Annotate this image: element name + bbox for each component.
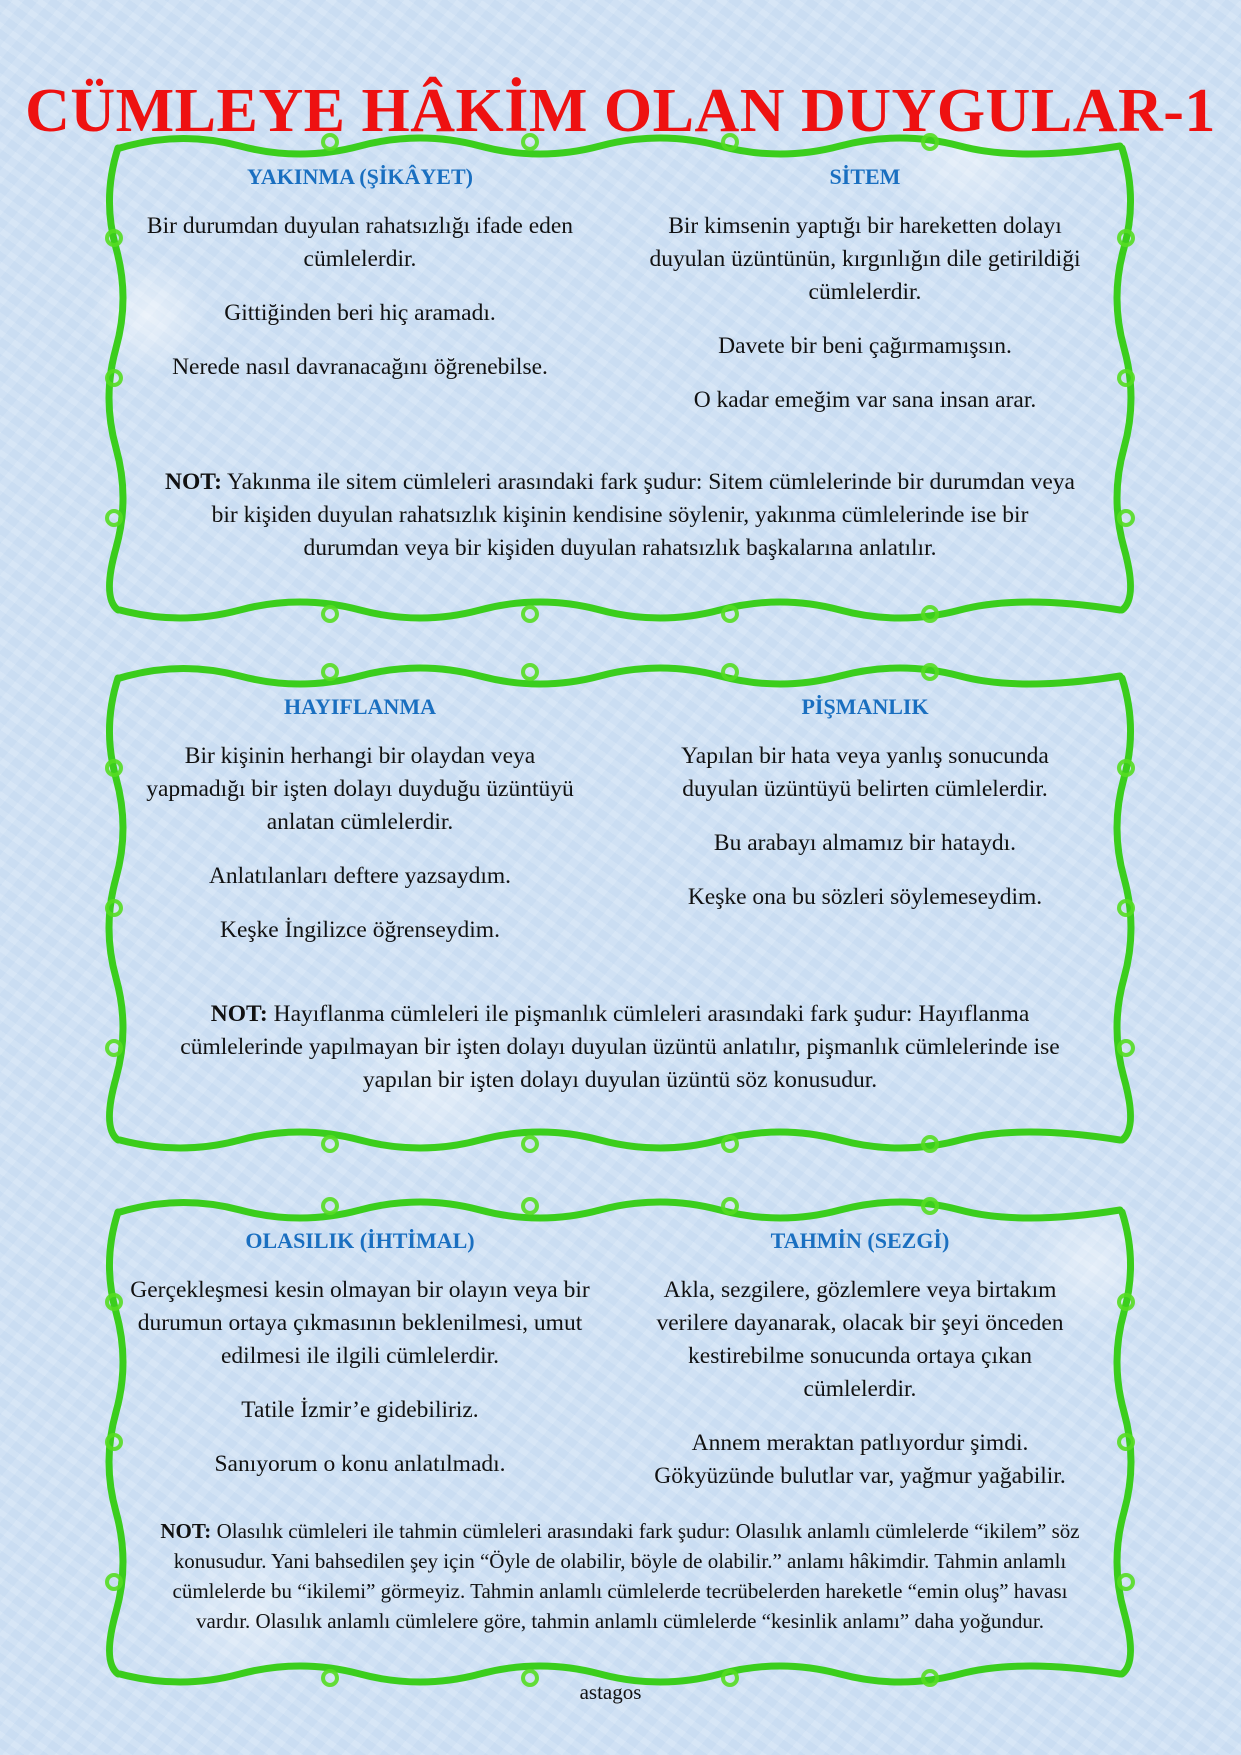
sitem-example: O kadar emeğim var sana insan arar. xyxy=(693,387,1037,413)
pismanlik-definition: Yapılan bir hata veya yanlış sonucunda duyulan üzüntüyü belirten cümlelerdir. xyxy=(681,743,1049,802)
note-label: NOT: xyxy=(165,469,223,495)
olasilik-example: Tatile İzmir’e gidebiliriz. xyxy=(241,1397,479,1423)
hayiflanma-definition: Bir kişinin herhangi bir olaydan veya yapmadığı bir işten dolayı duyduğu üzüntüyü anlatan cümlelerdir. xyxy=(146,743,574,835)
tahmin-example: Annem meraktan patlıyordur şimdi. Gökyüzünde bulutlar var, yağmur yağabilir. xyxy=(654,1430,1066,1489)
page-title: CÜMLEYE HÂKİM OLAN DUYGULAR-1 xyxy=(25,76,1216,145)
note-yakinma-sitem xyxy=(165,466,1075,565)
yakinma-example: Nerede nasıl davranacağını öğrenebilse. xyxy=(172,354,548,380)
hayiflanma-heading: HAYIFLANMA xyxy=(284,694,436,719)
hayiflanma-example: Keşke İngilizce öğrenseydim. xyxy=(220,917,500,943)
signature: astagos xyxy=(579,1680,642,1704)
pismanlik-column xyxy=(645,692,1085,935)
sitem-example: Davete bir beni çağırmamışsın. xyxy=(718,333,1012,359)
tahmin-heading: TAHMİN (SEZGİ) xyxy=(770,1228,950,1253)
yakinma-example: Gittiğinden beri hiç aramadı. xyxy=(224,300,496,326)
yakinma-definition: Bir durumdan duyulan rahatsızlığı ifade eden cümlelerdir. xyxy=(146,213,574,272)
yakinma-column xyxy=(140,162,580,405)
olasilik-definition: Gerçekleşmesi kesin olmayan bir olayın veya bir durumun ortaya çıkmasının beklenilmesi, umut edilmesi ile ilgili cümlelerdir. xyxy=(130,1277,590,1369)
tahmin-column xyxy=(630,1226,1090,1514)
pismanlik-example: Bu arabayı almamız bir hataydı. xyxy=(713,830,1017,856)
note-text: Olasılık cümleleri ile tahmin cümleleri arasındaki fark şudur: Olasılık anlamlı cümlelerde “ikilem” söz konusudur. Yani bahsedilen şey için “Öyle de olabilir, böyle de olabilir.” anlamı hâkimdir. Tahmin anlamlı cümlelerde bu “ikilemi” görmeyiz. Tahmin anlamlı cümlelerde tecrübelerden hareketle “emin oluş” havası vardır. Olasılık anlamlı cümlelere göre, tahmin anlamlı cümlelerde “kesinlik anlamı” daha yoğundur. xyxy=(172,1519,1080,1633)
note-hayiflanma-pismanlik xyxy=(165,998,1075,1097)
note-olasilik-tahmin xyxy=(150,1516,1090,1636)
sitem-column xyxy=(645,162,1085,438)
panel-yakinma-sitem xyxy=(100,128,1140,628)
olasilik-heading: OLASILIK (İHTİMAL) xyxy=(245,1228,475,1253)
yakinma-heading: YAKINMA (ŞİKÂYET) xyxy=(247,164,473,189)
hayiflanma-column xyxy=(140,692,580,968)
note-text: Yakınma ile sitem cümleleri arasındaki fark şudur: Sitem cümlelerinde bir durumdan veya bir kişiden duyulan rahatsızlık kişinin kendisine söylenir, yakınma cümlelerinde ise bir durumdan veya bir kişiden duyulan rahatsızlık başkalarına anlatılır. xyxy=(211,469,1075,561)
sitem-definition: Bir kimsenin yaptığı bir hareketten dolayı duyulan üzüntünün, kırgınlığın dile getirildiği cümlelerdir. xyxy=(649,213,1081,305)
tahmin-definition: Akla, sezgilere, gözlemlere veya birtakım verilere dayanarak, olacak bir şeyi önceden kestirebilme sonucunda ortaya çıkan cümlelerdir. xyxy=(656,1277,1064,1402)
panel-hayiflanma-pismanlik xyxy=(100,658,1140,1158)
hayiflanma-example: Anlatılanları deftere yazsaydım. xyxy=(208,863,512,889)
pismanlik-example: Keşke ona bu sözleri söylemeseydim. xyxy=(687,884,1043,910)
olasilik-example: Sanıyorum o konu anlatılmadı. xyxy=(214,1451,506,1477)
note-label: NOT: xyxy=(160,1519,212,1543)
panel-olasilik-tahmin xyxy=(100,1192,1140,1692)
olasilik-column xyxy=(130,1226,590,1502)
note-text: Hayıflanma cümleleri ile pişmanlık cümleleri arasındaki fark şudur: Hayıflanma cümlelerinde yapılmayan bir işten dolayı duyulan üzüntü anlatılır, pişmanlık cümlelerinde ise yapılan bir işten dolayı duyulan üzüntü söz konusudur. xyxy=(180,1001,1060,1093)
sitem-heading: SİTEM xyxy=(829,164,901,189)
note-label: NOT: xyxy=(210,1001,268,1027)
pismanlik-heading: PİŞMANLIK xyxy=(801,694,929,719)
